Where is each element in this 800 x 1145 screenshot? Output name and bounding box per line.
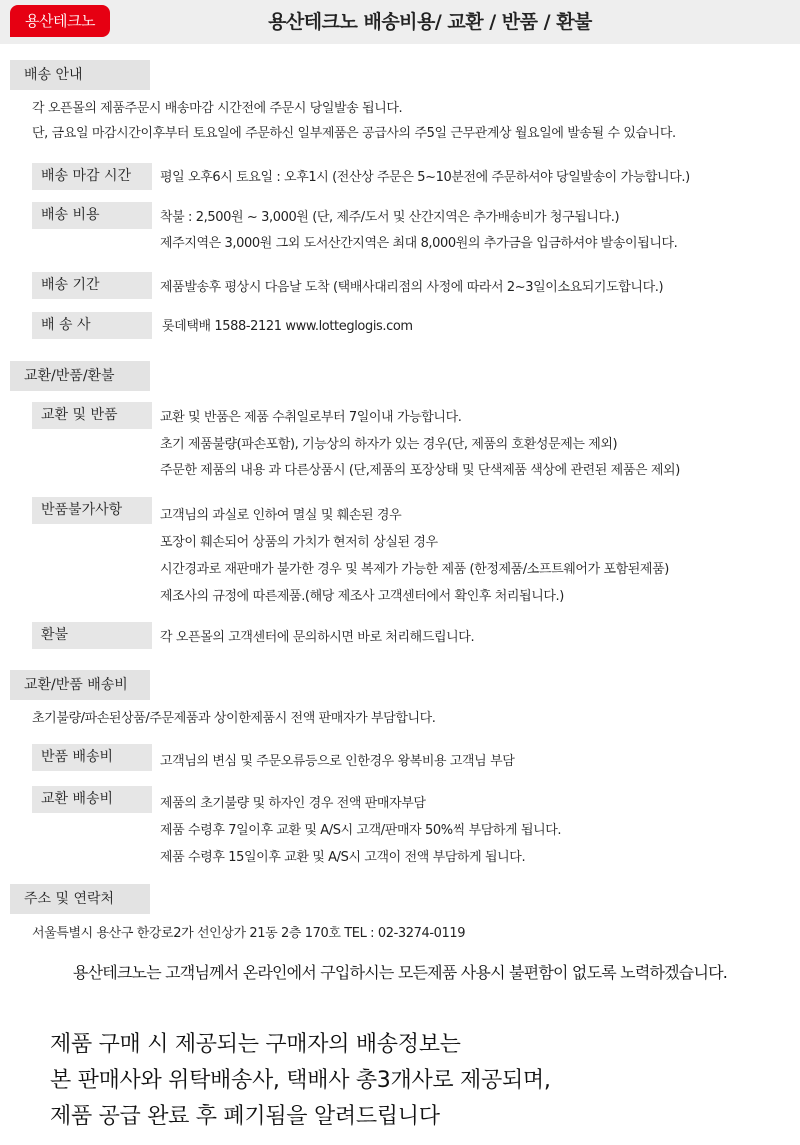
non-returnable-text: 포장이 훼손되어 상품의 가치가 현저히 상실된 경우 (160, 535, 438, 550)
non-returnable-text: 시간경과로 재판매가 불가한 경우 및 복제가 가능한 제품 (한정제품/소프트웨어가 포함된제품) (160, 562, 669, 577)
refund-text: 각 오픈몰의 고객센터에 문의하시면 바로 처리해드립니다. (160, 630, 475, 645)
non-returnable-text: 제조사의 규정에 따른제품.(해당 제조사 고객센터에서 확인후 처리됩니다.) (160, 589, 564, 604)
privacy-notice-line: 제품 구매 시 제공되는 구매자의 배송정보는 (50, 1032, 461, 1057)
section-heading-contact: 주소 및 연락처 (10, 884, 150, 914)
section-heading-return-fee: 교환/반품 배송비 (10, 670, 150, 700)
privacy-notice-line: 본 판매사와 위탁배송사, 택배사 총3개사로 제공되며, (50, 1068, 551, 1093)
shipping-period-text: 제품발송후 평상시 다음날 도착 (택배사대리점의 사정에 따라서 2~3일이소요되기도합니다.) (160, 280, 664, 295)
exchange-text: 주문한 제품의 내용 과 다른상품시 (단,제품의 포장상태 및 단색제품 색상에 관련된 제품은 제외) (160, 463, 680, 478)
shipping-cost-text: 착불 : 2,500원 ~ 3,000원 (단, 제주/도서 및 산간지역은 추가배송비가 청구됩니다.) (160, 210, 620, 225)
address-text: 서울특별시 용산구 한강로2가 선인상가 21동 2층 170호 TEL : 02-3274-0119 (32, 926, 466, 941)
section-heading-shipping: 배송 안내 (10, 60, 150, 90)
label-exchange-return: 교환 및 반품 (32, 402, 152, 429)
exchange-text: 교환 및 반품은 제품 수취일로부터 7일이내 가능합니다. (160, 410, 462, 425)
label-carrier: 배 송 사 (32, 312, 152, 339)
exchange-fee-text: 제품 수령후 7일이후 교환 및 A/S시 고객/판매자 50%씩 부담하게 됩니다. (160, 823, 562, 838)
privacy-notice-line: 제품 공급 완료 후 폐기됨을 알려드립니다 (50, 1104, 440, 1129)
exchange-fee-text: 제품의 초기불량 및 하자인 경우 전액 판매자부담 (160, 796, 426, 811)
shipping-intro-line: 단, 금요일 마감시간이후부터 토요일에 주문하신 일부제품은 공급사의 주5일 근무관계상 월요일에 발송될 수 있습니다. (32, 126, 676, 141)
closing-message: 용산테크노는 고객님께서 온라인에서 구입하시는 모든제품 사용시 불편함이 없도록 노력하겠습니다. (72, 963, 728, 982)
section-heading-exchange: 교환/반품/환불 (10, 361, 150, 391)
label-shipping-cost: 배송 비용 (32, 202, 152, 229)
return-fee-text: 고객님의 변심 및 주문오류등으로 인한경우 왕복비용 고객님 부담 (160, 754, 515, 769)
non-returnable-text: 고객님의 과실로 인하여 멸실 및 훼손된 경우 (160, 508, 402, 523)
label-non-returnable: 반품불가사항 (32, 497, 152, 524)
shipping-cost-text: 제주지역은 3,000원 그외 도서산간지역은 최대 8,000원의 추가금을 입금하셔야 발송이됩니다. (160, 236, 678, 251)
page-title: 용산테크노 배송비용/ 교환 / 반품 / 환불 (268, 11, 592, 33)
exchange-text: 초기 제품불량(파손포함), 기능상의 하자가 있는 경우(단, 제품의 호환성문제는 제외) (160, 437, 618, 452)
header-bar (0, 0, 800, 44)
brand-badge: 용산테크노 (10, 5, 110, 37)
shipping-cutoff-text: 평일 오후6시 토요일 : 오후1시 (전산상 주문은 5~10분전에 주문하셔야 당일발송이 가능합니다.) (160, 170, 690, 185)
shipping-intro-line: 각 오픈몰의 제품주문시 배송마감 시간전에 주문시 당일발송 됩니다. (32, 101, 403, 116)
label-return-fee: 반품 배송비 (32, 744, 152, 771)
label-shipping-period: 배송 기간 (32, 272, 152, 299)
label-refund: 환불 (32, 622, 152, 649)
exchange-fee-text: 제품 수령후 15일이후 교환 및 A/S시 고객이 전액 부담하게 됩니다. (160, 850, 526, 865)
label-shipping-cutoff: 배송 마감 시간 (32, 163, 152, 190)
carrier-text: 롯데택배 1588-2121 www.lotteglogis.com (162, 319, 413, 334)
return-fee-intro: 초기불량/파손된상품/주문제품과 상이한제품시 전액 판매자가 부담합니다. (32, 711, 436, 726)
label-exchange-fee: 교환 배송비 (32, 786, 152, 813)
